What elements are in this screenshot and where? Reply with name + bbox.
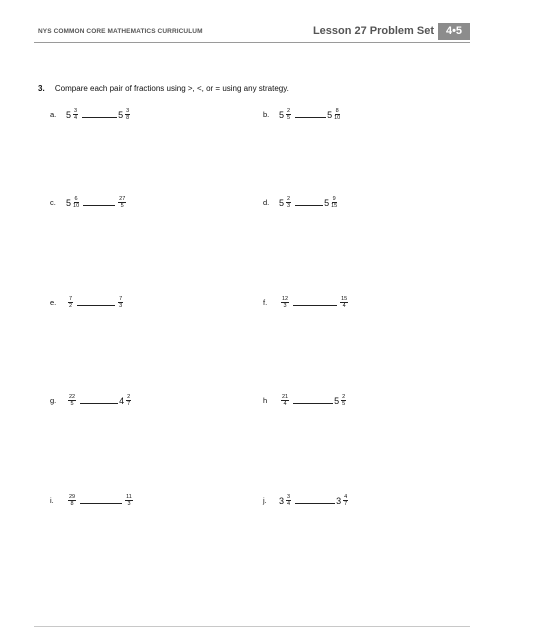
denominator: 8 <box>70 501 74 507</box>
problem-f <box>263 296 349 309</box>
denominator: 5 <box>70 401 74 407</box>
numerator: 3 <box>126 108 130 114</box>
fraction <box>281 296 289 309</box>
fraction <box>286 196 291 209</box>
fraction <box>341 394 346 407</box>
numerator: 9 <box>332 196 336 202</box>
answer-blank[interactable] <box>80 503 122 504</box>
denominator: 7 <box>127 401 131 407</box>
numerator: 2 <box>287 108 291 114</box>
left-number <box>66 394 77 407</box>
right-number <box>116 296 124 309</box>
numerator: 7 <box>119 296 123 302</box>
left-number <box>66 494 77 507</box>
denominator: 10 <box>73 203 80 209</box>
numerator: 3 <box>287 494 291 500</box>
fraction <box>343 494 348 507</box>
numerator: 15 <box>341 296 348 302</box>
fraction <box>331 196 337 209</box>
whole-part: 5 <box>118 109 124 120</box>
problem-label: a. <box>50 110 57 119</box>
left-number <box>279 296 290 309</box>
whole-part: 5 <box>334 395 340 406</box>
right-number <box>334 394 347 407</box>
problem-label: e. <box>50 298 57 307</box>
question-prompt <box>38 84 289 93</box>
problem-label: j. <box>263 496 267 505</box>
denominator: 3 <box>287 203 291 209</box>
left-number <box>66 108 79 121</box>
left-number <box>279 108 292 121</box>
answer-blank[interactable] <box>293 403 333 404</box>
problem-label: h <box>263 396 268 405</box>
problem-j <box>263 494 349 507</box>
denominator: 7 <box>344 501 348 507</box>
answer-blank[interactable] <box>82 117 117 118</box>
fraction <box>73 108 78 121</box>
numerator: 12 <box>282 296 289 302</box>
footer-divider <box>34 626 470 627</box>
fraction <box>340 296 348 309</box>
numerator: 2 <box>127 394 131 400</box>
right-number <box>338 296 349 309</box>
right-number <box>116 196 127 209</box>
numerator: 21 <box>282 394 289 400</box>
right-number <box>336 494 349 507</box>
numerator: 2 <box>287 196 291 202</box>
left-number <box>66 196 80 209</box>
fraction <box>334 108 340 121</box>
fraction <box>118 296 123 309</box>
problem-label: i. <box>50 496 54 505</box>
numerator: 3 <box>74 108 78 114</box>
problem-i <box>50 494 134 507</box>
left-number <box>66 296 74 309</box>
fraction <box>68 494 76 507</box>
question-text: Compare each pair of fractions using >, <, or = using any strategy. <box>54 84 289 93</box>
whole-part: 5 <box>279 109 285 120</box>
problem-g <box>50 394 132 407</box>
fraction <box>286 494 291 507</box>
whole-part: 5 <box>66 197 72 208</box>
fraction <box>125 108 130 121</box>
numerator: 2 <box>342 394 346 400</box>
right-number <box>118 108 131 121</box>
fraction <box>68 296 73 309</box>
denominator: 5 <box>342 401 346 407</box>
problem-d <box>263 196 338 209</box>
denominator: 3 <box>119 303 123 309</box>
denominator: 3 <box>127 501 131 507</box>
whole-part: 5 <box>279 197 285 208</box>
left-number <box>279 394 290 407</box>
fraction <box>126 394 131 407</box>
denominator: 4 <box>287 501 291 507</box>
denominator: 4 <box>342 303 346 309</box>
problem-label: c. <box>50 198 56 207</box>
numerator: 29 <box>69 494 76 500</box>
numerator: 4 <box>344 494 348 500</box>
numerator: 7 <box>69 296 73 302</box>
answer-blank[interactable] <box>83 205 115 206</box>
right-number <box>327 108 341 121</box>
problem-label: g. <box>50 396 57 405</box>
fraction <box>118 196 126 209</box>
denominator: 3 <box>283 303 287 309</box>
answer-blank[interactable] <box>293 305 337 306</box>
answer-blank[interactable] <box>295 205 323 206</box>
left-number <box>279 196 292 209</box>
denominator: 4 <box>283 401 287 407</box>
right-number <box>119 394 132 407</box>
denominator: 10 <box>334 115 341 121</box>
page-header <box>34 22 470 43</box>
numerator: 27 <box>119 196 126 202</box>
problem-label: b. <box>263 110 270 119</box>
whole-part: 3 <box>336 495 342 506</box>
denominator: 4 <box>74 115 78 121</box>
numerator: 6 <box>74 196 78 202</box>
problem-b <box>263 108 341 121</box>
question-number: 3. <box>38 84 45 93</box>
right-number <box>324 196 338 209</box>
whole-part: 5 <box>324 197 330 208</box>
whole-part: 5 <box>327 109 333 120</box>
right-number <box>123 494 134 507</box>
denominator: 5 <box>120 203 124 209</box>
answer-blank[interactable] <box>80 403 118 404</box>
numerator: 8 <box>335 108 339 114</box>
answer-blank[interactable] <box>295 117 326 118</box>
answer-blank[interactable] <box>77 305 115 306</box>
fraction <box>281 394 289 407</box>
problem-h <box>263 394 347 407</box>
numerator: 22 <box>69 394 76 400</box>
denominator: 8 <box>126 115 130 121</box>
fraction <box>286 108 291 121</box>
denominator: 15 <box>331 203 338 209</box>
curriculum-title: NYS COMMON CORE MATHEMATICS CURRICULUM <box>38 28 203 35</box>
lesson-title: Lesson 27 Problem Set <box>312 25 434 37</box>
denominator: 2 <box>69 303 73 309</box>
fraction <box>68 394 76 407</box>
problem-label: f. <box>263 298 268 307</box>
answer-blank[interactable] <box>295 503 335 504</box>
left-number <box>279 494 292 507</box>
problem-e <box>50 296 124 309</box>
problem-c <box>50 196 127 209</box>
grade-module-badge: 4•5 <box>438 23 470 40</box>
problem-label: d. <box>263 198 270 207</box>
whole-part: 5 <box>66 109 72 120</box>
denominator: 5 <box>287 115 291 121</box>
problem-a <box>50 108 131 121</box>
fraction <box>125 494 133 507</box>
whole-part: 4 <box>119 395 125 406</box>
fraction <box>73 196 79 209</box>
whole-part: 3 <box>279 495 285 506</box>
numerator: 11 <box>126 494 132 500</box>
